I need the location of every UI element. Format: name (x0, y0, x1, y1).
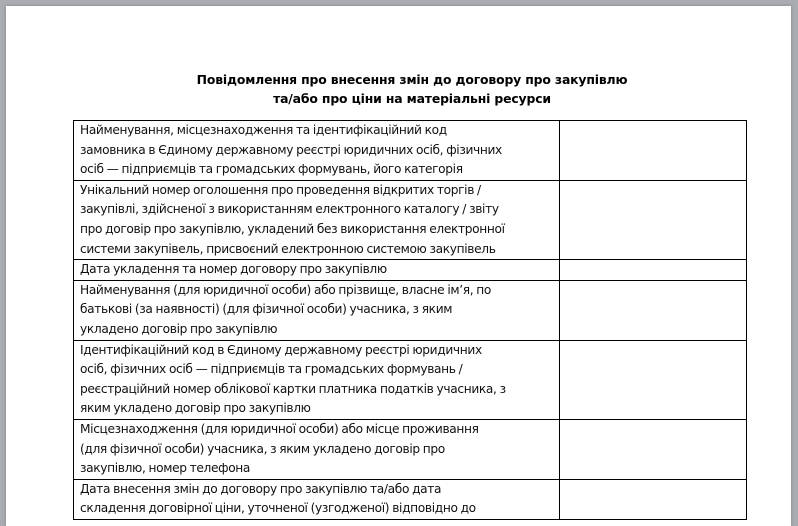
table-row (74, 180, 747, 259)
row-label-amendment-date: Дата внесення змін до договору про закупівлю та/або дата складення договірної ціни, уточненої (узгодженої) відповідно до (74, 479, 560, 519)
row-value-announcement-number[interactable] (560, 180, 747, 259)
table-row (74, 121, 747, 181)
row-label-participant-name: Найменування (для юридичної особи) або прізвище, власне ім’я, по батькові (за наявності) (для фізичної особи) учасника, з яким укладено договір про закупівлю (74, 280, 560, 340)
row-label-participant-location: Місцезнаходження (для юридичної особи) або місце проживання (для фізичної особи) учасника, з яким укладено договір про закупівлю, номер телефона (74, 419, 560, 479)
table-row (74, 419, 747, 479)
row-value-amendment-date[interactable] (560, 479, 747, 519)
title-line-1: Повідомлення про внесення змін до договору про закупівлю (196, 72, 628, 87)
table-row (74, 280, 747, 340)
notice-form-table (73, 120, 747, 520)
row-label-contract-date-number: Дата укладення та номер договору про закупівлю (74, 260, 560, 281)
row-label-participant-id-code: Ідентифікаційний код в Єдиному державному реєстрі юридичних осіб, фізичних осіб — підприємців та громадських формувань / реєстраційний номер облікової картки платника податків учасника, з яким укладено договір про закупівлю (74, 340, 560, 419)
row-label-announcement-number: Унікальний номер оголошення про проведення відкритих торгів / закупівлі, здійсненої з використанням електронного каталогу / звіту про договір про закупівлю, укладений без використання електронної системи закупівель, присвоєний електронною системою закупівель (74, 180, 560, 259)
table-row (74, 260, 747, 281)
table-row (74, 340, 747, 419)
document-title (6, 70, 798, 108)
row-value-contract-date-number[interactable] (560, 260, 747, 281)
row-value-participant-name[interactable] (560, 280, 747, 340)
row-value-participant-id-code[interactable] (560, 340, 747, 419)
row-label-customer: Найменування, місцезнаходження та ідентифікаційний код замовника в Єдиному державному реєстрі юридичних осіб, фізичних осіб — підприємців та громадських формувань, його категорія (74, 121, 560, 181)
row-value-customer[interactable] (560, 121, 747, 181)
table-row (74, 479, 747, 519)
row-value-participant-location[interactable] (560, 419, 747, 479)
title-line-2: та/або про ціни на матеріальні ресурси (273, 91, 551, 106)
